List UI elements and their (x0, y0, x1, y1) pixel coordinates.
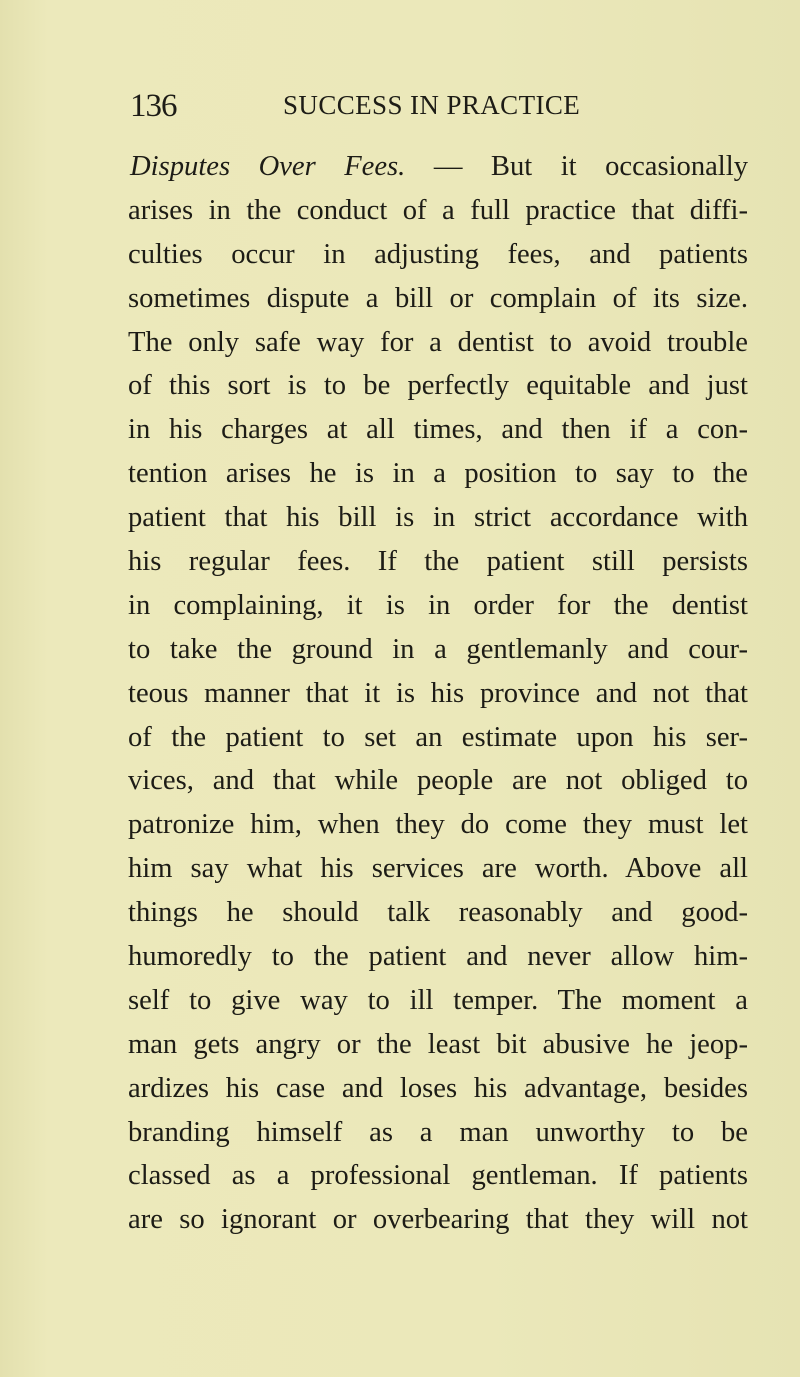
text-line: ardizes his case and loses his advantage, besides (128, 1072, 748, 1104)
text-line: to take the ground in a gentlemanly and cour- (128, 633, 748, 665)
running-title: SUCCESS IN PRACTICE (283, 90, 581, 120)
page-number: 136 (130, 88, 177, 124)
text-line: in his charges at all times, and then if a con- (128, 414, 748, 446)
text-line: in complaining, it is in order for the dentist (128, 589, 748, 621)
text-line: vices, and that while people are not obliged to (128, 765, 748, 797)
text-line (128, 145, 748, 189)
section-heading: Disputes Over Fees. (130, 151, 406, 182)
text-line: humoredly to the patient and never allow him- (128, 941, 748, 973)
text-line: self to give way to ill temper. The moment a (128, 984, 748, 1016)
text-line: are so ignorant or overbearing that they will not (128, 1204, 748, 1236)
text-line: him say what his services are worth. Above all (128, 853, 748, 885)
text-line: sometimes dispute a bill or complain of its size. (128, 282, 748, 314)
text-line: patronize him, when they do come they must let (128, 809, 748, 841)
text-line: of the patient to set an estimate upon his ser- (128, 721, 748, 753)
body-paragraph (128, 145, 748, 1242)
text-line: arises in the conduct of a full practice that diffi- (128, 194, 748, 226)
text-line-content: — But it occasionally (405, 151, 748, 182)
text-line: tention arises he is in a position to say to the (128, 458, 748, 490)
text-line: things he should talk reasonably and good- (128, 897, 748, 929)
text-line: of this sort is to be perfectly equitable and just (128, 370, 748, 402)
text-line: his regular fees. If the patient still persists (128, 546, 748, 578)
text-line: man gets angry or the least bit abusive he jeop- (128, 1028, 748, 1060)
text-line: culties occur in adjusting fees, and patients (128, 238, 748, 270)
running-head (130, 86, 730, 126)
text-line: patient that his bill is in strict accordance with (128, 502, 748, 534)
text-line: branding himself as a man unworthy to be (128, 1116, 748, 1148)
text-line: The only safe way for a dentist to avoid trouble (128, 326, 748, 358)
text-line: teous manner that it is his province and not that (128, 677, 748, 709)
text-line: classed as a professional gentleman. If patients (128, 1160, 748, 1192)
